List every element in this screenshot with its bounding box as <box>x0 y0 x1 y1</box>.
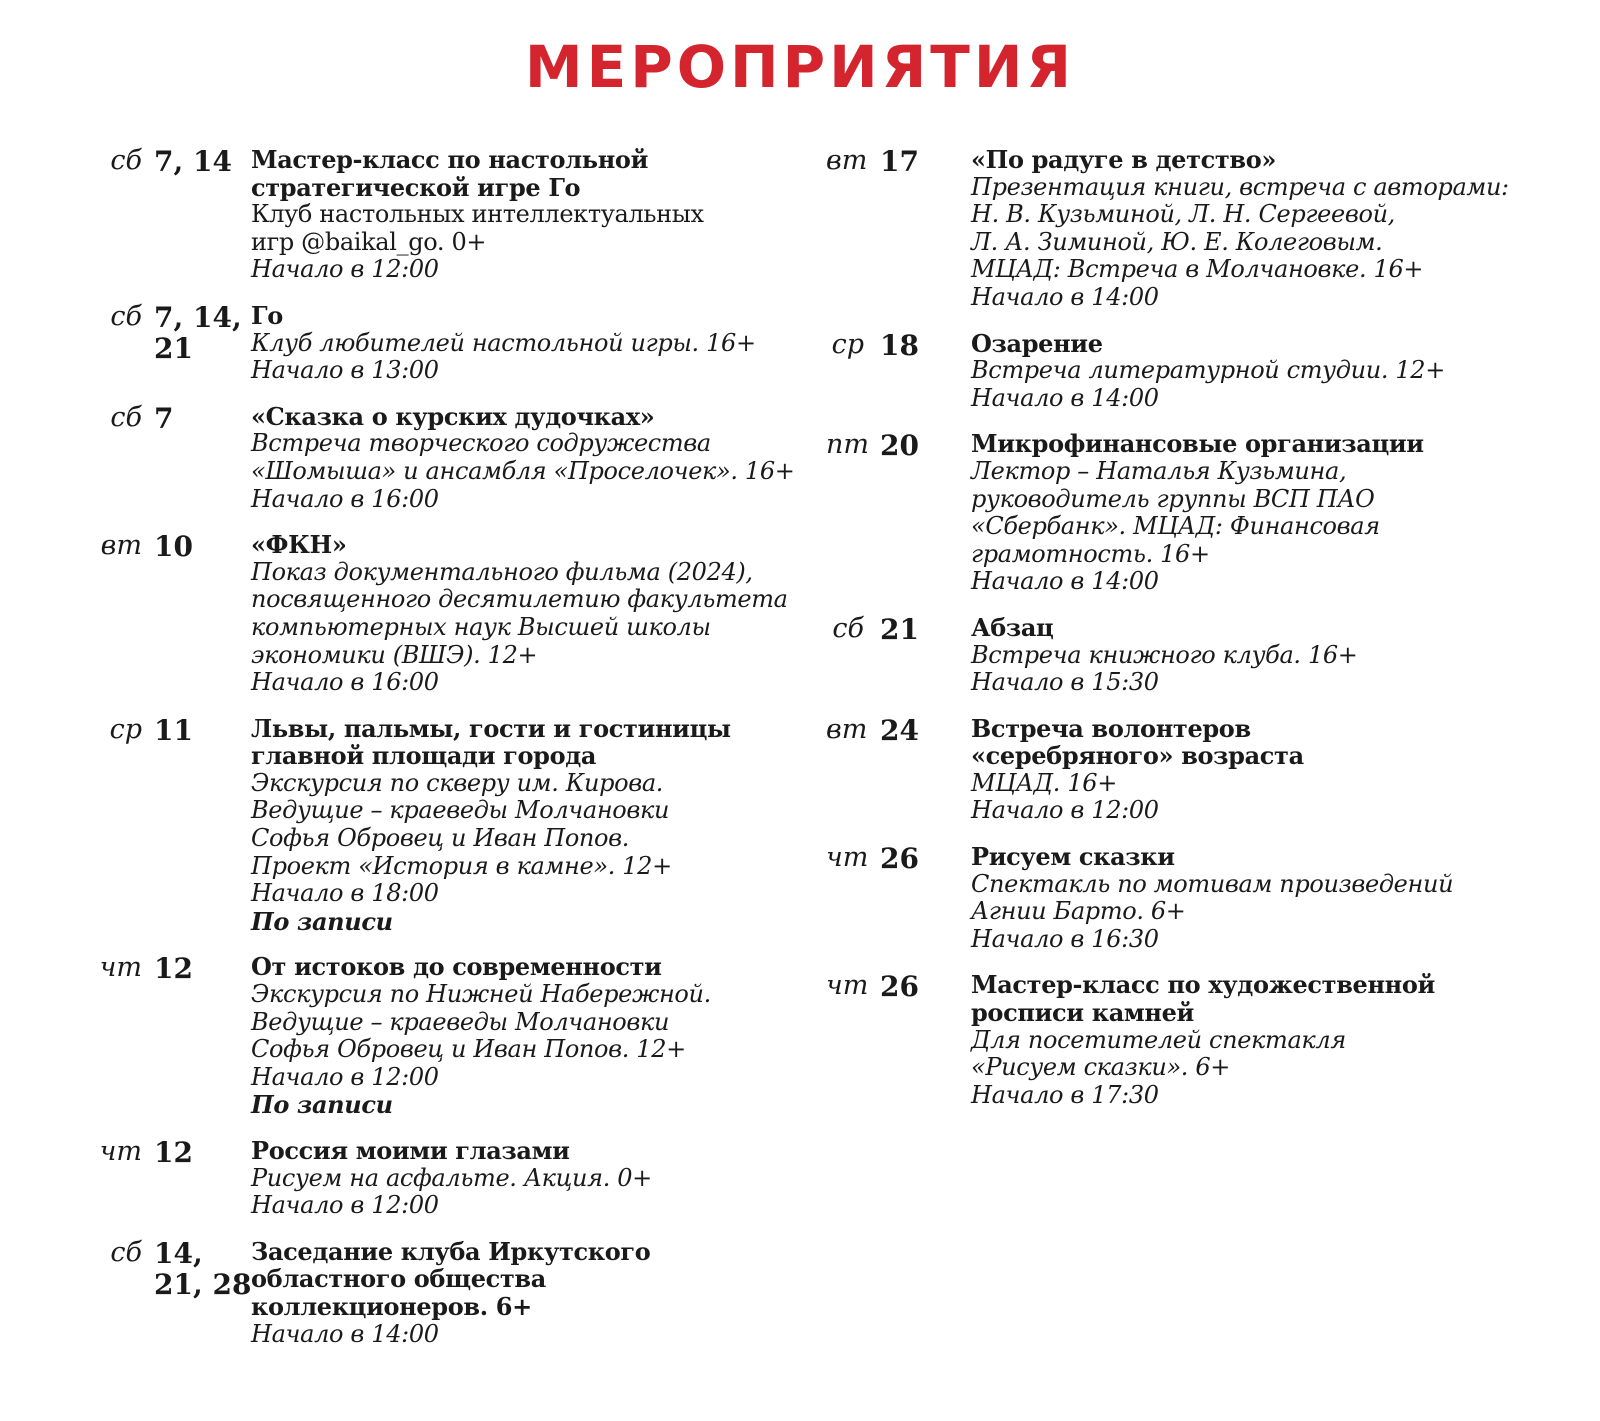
event-description-line: «Рисуем сказки». 6+ <box>971 1053 1231 1082</box>
event-weekday: сб <box>110 1236 142 1268</box>
event-description-line: Л. А. Зиминой, Ю. Е. Колеговым. <box>971 227 1383 256</box>
event-description-line: Клуб любителей настольной игры. 16+ <box>251 328 756 357</box>
event-title-line: Абзац <box>971 612 1054 642</box>
event-weekday: сб <box>110 401 142 433</box>
event-date: 14, 21, 28 <box>154 1236 252 1301</box>
event-title-line: От истоков до современности <box>251 952 662 982</box>
event-description-line: грамотность. 16+ <box>971 539 1210 568</box>
event-description-line: экономики (ВШЭ). 12+ <box>251 640 538 669</box>
event-weekday: вт <box>826 713 868 745</box>
event-weekday: ср <box>109 713 142 745</box>
events-column-left <box>96 146 808 1348</box>
event-weekday: вт <box>100 530 142 562</box>
event-title-line: Мастер-класс по настольной <box>251 145 649 174</box>
event-title-line: Львы, пальмы, гости и гостиницы <box>251 713 731 743</box>
event-details <box>251 146 808 284</box>
event-date: 26 <box>880 842 919 876</box>
event-title-line: Мастер-класс по художественной <box>971 970 1435 1000</box>
event-description-line: игр @baikal_go. 0+ <box>251 227 487 256</box>
event-details <box>971 715 1596 825</box>
event-description-line: Рисуем на асфальте. Акция. 0+ <box>251 1163 652 1192</box>
event-details <box>251 715 808 936</box>
event-item <box>96 1238 808 1348</box>
event-weekday: сб <box>110 145 142 176</box>
event-details <box>971 430 1596 596</box>
event-details <box>251 1137 808 1220</box>
event-item <box>96 953 808 1119</box>
event-date: 7 <box>154 401 174 435</box>
event-description-line: Софья Обровец и Иван Попов. <box>251 824 630 853</box>
event-title-line: стратегической игре Го <box>251 172 581 202</box>
event-description-line: МЦАД: Встреча в Молчановке. 16+ <box>971 255 1424 284</box>
event-item <box>826 330 1596 413</box>
event-item <box>826 146 1596 312</box>
event-description-line: Начало в 13:00 <box>251 356 439 385</box>
event-description-line: Ведущие – краеведы Молчановки <box>251 1007 670 1036</box>
event-details <box>251 302 808 385</box>
event-title-line: Го <box>251 300 283 330</box>
event-details <box>251 403 808 513</box>
event-item <box>96 146 808 284</box>
event-weekday: сб <box>110 300 142 332</box>
event-description-line: Для посетителей спектакля <box>971 1025 1346 1054</box>
event-description-line: Н. В. Кузьминой, Л. Н. Сергеевой, <box>971 200 1395 229</box>
event-item <box>96 531 808 697</box>
event-item <box>826 614 1596 697</box>
event-description-line: Начало в 16:30 <box>971 924 1159 953</box>
event-date: 26 <box>880 970 919 1004</box>
event-description-line: Начало в 12:00 <box>251 1191 439 1220</box>
event-title-line: Россия моими глазами <box>251 1136 570 1165</box>
event-date: 7, 14 <box>154 145 232 178</box>
event-title-line: Озарение <box>971 328 1103 358</box>
event-description-line: Начало в 16:00 <box>251 668 439 697</box>
event-description-line: Встреча литературной студии. 12+ <box>971 356 1445 385</box>
event-details <box>971 146 1596 312</box>
event-weekday: ср <box>831 328 864 360</box>
event-date: 11 <box>154 713 193 747</box>
event-details <box>971 330 1596 413</box>
event-weekday: пт <box>826 429 869 461</box>
event-description-line: Ведущие – краеведы Молчановки <box>251 796 670 825</box>
event-date: 20 <box>880 429 919 463</box>
event-description-line: компьютерных наук Высшей школы <box>251 612 711 641</box>
event-date: 17 <box>880 145 919 178</box>
event-description-line: Начало в 16:00 <box>251 484 439 513</box>
event-details <box>251 1238 808 1348</box>
event-description-line: Начало в 14:00 <box>971 282 1159 311</box>
event-description-line: Проект «История в камне». 12+ <box>251 851 672 880</box>
event-description-line: Начало в 12:00 <box>251 255 439 284</box>
event-title-line: росписи камней <box>971 998 1195 1028</box>
event-details <box>251 953 808 1119</box>
event-description-line: Экскурсия по скверу им. Кирова. <box>251 768 664 797</box>
event-description-line: Встреча книжного клуба. 16+ <box>971 640 1358 669</box>
event-registration-note: По записи <box>251 906 393 936</box>
event-description-line: Начало в 12:00 <box>971 796 1159 825</box>
events-column-right <box>826 146 1596 1109</box>
event-date: 10 <box>154 530 193 564</box>
event-description-line: «Сбербанк». МЦАД: Финансовая <box>971 512 1380 541</box>
event-weekday: чт <box>826 970 869 1002</box>
event-description-line: Начало в 12:00 <box>251 1062 439 1091</box>
event-title-line: областного общества <box>251 1264 546 1294</box>
event-title-line: Заседание клуба Иркутского <box>251 1236 651 1266</box>
event-title-line: «По радуге в детство» <box>971 145 1277 174</box>
event-date: 21 <box>880 612 919 646</box>
event-title-line: Микрофинансовые организации <box>971 429 1424 459</box>
event-details <box>971 971 1596 1109</box>
event-item <box>826 715 1596 825</box>
event-description-line: Начало в 15:30 <box>971 668 1159 697</box>
event-description-line: Показ документального фильма (2024), <box>251 557 753 586</box>
event-item <box>826 971 1596 1109</box>
event-date: 12 <box>154 1136 193 1169</box>
event-date: 24 <box>880 713 919 747</box>
event-description-line: Презентация книги, встреча с авторами: <box>971 172 1509 201</box>
event-registration-note: По записи <box>251 1090 393 1120</box>
event-description-line: Начало в 14:00 <box>251 1319 439 1348</box>
event-description-line: Начало в 17:30 <box>971 1080 1159 1109</box>
event-details <box>251 531 808 697</box>
event-description-line: Встреча творческого содружества <box>251 429 711 458</box>
event-date: 18 <box>880 328 919 362</box>
event-description-line: Клуб настольных интеллектуальных <box>251 200 704 229</box>
event-description-line: Начало в 18:00 <box>251 879 439 908</box>
event-item <box>96 1137 808 1220</box>
event-description-line: Экскурсия по Нижней Набережной. <box>251 980 711 1009</box>
event-weekday: вт <box>826 145 868 176</box>
event-description-line: Спектакль по мотивам произведений <box>971 869 1454 898</box>
page-title: МЕРОПРИЯТИЯ <box>524 33 1076 101</box>
event-title-line: «серебряного» возраста <box>971 741 1304 771</box>
event-weekday: чт <box>826 842 869 874</box>
event-item <box>96 715 808 936</box>
event-title-line: «ФКН» <box>251 530 347 560</box>
event-item <box>96 302 808 385</box>
event-weekday: чт <box>99 952 142 984</box>
event-title-line: Рисуем сказки <box>971 842 1175 872</box>
event-description-line: руководитель группы ВСП ПАО <box>971 484 1375 513</box>
event-date: 12 <box>154 952 193 986</box>
event-description-line: МЦАД. 16+ <box>971 768 1117 797</box>
event-description-line: Агнии Барто. 6+ <box>971 897 1186 926</box>
event-description-line: «Шомыша» и ансамбля «Проселочек». 16+ <box>251 456 795 485</box>
event-item <box>96 403 808 513</box>
event-description-line: Софья Обровец и Иван Попов. 12+ <box>251 1035 686 1064</box>
event-description-line: Лектор – Наталья Кузьмина, <box>971 456 1347 485</box>
event-details <box>971 614 1596 697</box>
event-item <box>826 843 1596 953</box>
event-title-line: Встреча волонтеров <box>971 713 1251 743</box>
event-weekday: сб <box>832 612 864 644</box>
event-title-line: коллекционеров. 6+ <box>251 1291 532 1321</box>
event-title-line: главной площади города <box>251 741 597 771</box>
event-description-line: посвященного десятилетию факультета <box>251 585 788 614</box>
event-item <box>826 430 1596 596</box>
event-description-line: Начало в 14:00 <box>971 567 1159 596</box>
event-title-line: «Сказка о курских дудочках» <box>251 401 655 431</box>
event-weekday: чт <box>99 1136 142 1167</box>
event-date: 7, 14, 21 <box>154 300 242 365</box>
event-details <box>971 843 1596 953</box>
event-description-line: Начало в 14:00 <box>971 383 1159 412</box>
